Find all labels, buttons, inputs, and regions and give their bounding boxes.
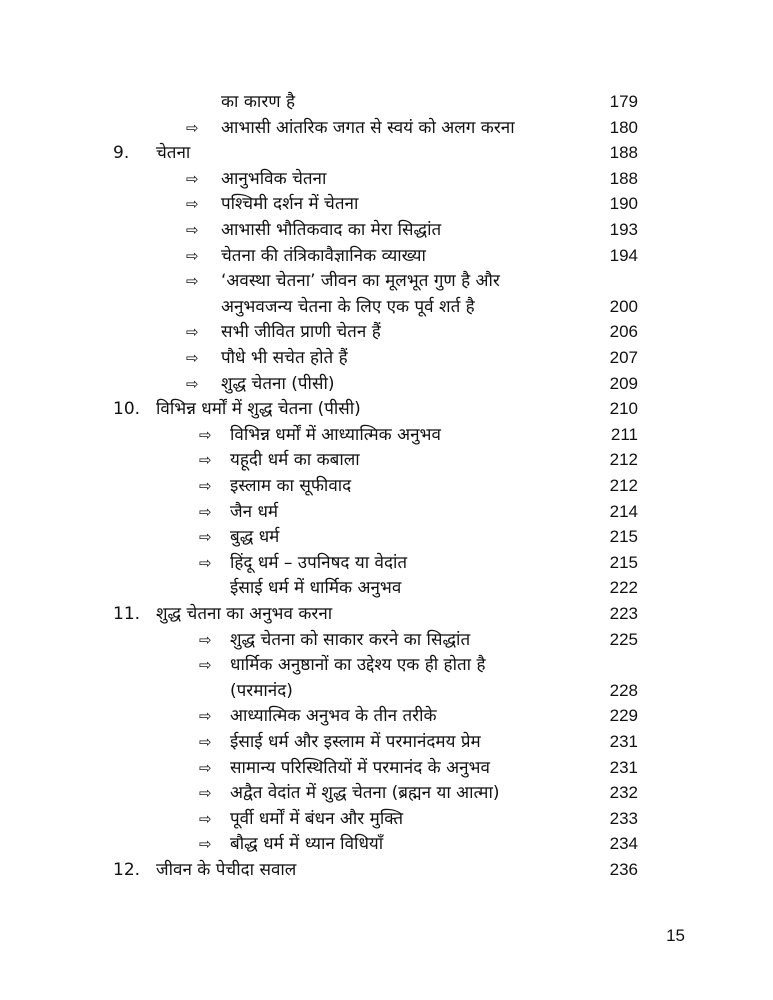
entry-title: शुद्ध चेतना को साकार करने का सिद्धांत xyxy=(230,629,471,650)
entry-page-number: 179 xyxy=(609,92,638,111)
toc-entry xyxy=(0,627,773,653)
entry-title: पौधे भी सचेत होते हैं xyxy=(221,348,348,368)
arrow-right-icon: ⇨ xyxy=(186,246,199,265)
entry-page-number: 223 xyxy=(609,604,638,623)
entry-page-number: 212 xyxy=(609,450,638,470)
entry-title: आभासी आंतरिक जगत से स्वयं को अलग करना xyxy=(221,117,515,138)
entry-title: का कारण है xyxy=(221,92,295,112)
toc-entry xyxy=(0,115,773,141)
toc-entry xyxy=(0,831,773,857)
entry-title: धार्मिक अनुष्ठानों का उद्देश्य एक ही होता है xyxy=(230,655,486,676)
arrow-right-icon: ⇨ xyxy=(199,707,212,726)
entry-page-number: 236 xyxy=(609,860,638,879)
toc-entry xyxy=(0,422,773,448)
entry-title: (परमानंद) xyxy=(230,680,293,701)
arrow-right-icon: ⇨ xyxy=(199,425,212,444)
entry-page-number: 233 xyxy=(609,808,638,828)
toc-entry xyxy=(0,678,773,704)
entry-title: आध्यात्मिक अनुभव के तीन तरीके xyxy=(230,706,437,727)
entry-title: पूर्वी धर्मों में बंधन और मुक्ति xyxy=(230,808,404,829)
entry-title: शुद्ध चेतना का अनुभव करना xyxy=(156,604,333,624)
entry-page-number: 232 xyxy=(609,783,638,803)
arrow-right-icon: ⇨ xyxy=(199,758,212,777)
entry-page-number: 180 xyxy=(609,117,638,137)
entry-page-number: 212 xyxy=(609,476,638,495)
arrow-right-icon: ⇨ xyxy=(199,733,212,751)
toc-entry xyxy=(0,191,773,217)
toc-chapter-entry xyxy=(0,396,773,422)
entry-title: ईसाई धर्म और इस्लाम में परमानंदमय प्रेम xyxy=(230,732,481,752)
entry-title: बौद्ध धर्म में ध्यान विधियाँ xyxy=(230,834,384,855)
arrow-right-icon: ⇨ xyxy=(199,477,212,495)
toc-entry xyxy=(0,447,773,473)
toc-chapter-entry xyxy=(0,601,773,627)
entry-title: अद्वैत वेदांत में शुद्ध चेतना (ब्रह्मन या आत्मा) xyxy=(230,783,500,804)
entry-title: चेतना की तंत्रिकावैज्ञानिक व्याख्या xyxy=(221,245,426,266)
toc-entry xyxy=(0,806,773,832)
toc-entry xyxy=(0,575,773,601)
entry-page-number: 209 xyxy=(609,373,638,393)
arrow-right-icon: ⇨ xyxy=(186,118,199,137)
toc-entry xyxy=(0,294,773,320)
entry-page-number: 231 xyxy=(609,757,638,777)
entry-title: ‘अवस्था चेतना’ जीवन का मूलभूत गुण है और xyxy=(221,271,500,292)
entry-page-number: 210 xyxy=(609,399,638,419)
entry-title: विभिन्न धर्मों में शुद्ध चेतना (पीसी) xyxy=(156,399,361,420)
entry-title: ईसाई धर्म में धार्मिक अनुभव xyxy=(230,578,402,599)
entry-title: यहूदी धर्म का कबाला xyxy=(230,450,360,471)
toc-entry xyxy=(0,780,773,806)
entry-page-number: 214 xyxy=(609,501,638,521)
toc-entry xyxy=(0,524,773,550)
toc-entry xyxy=(0,268,773,294)
arrow-right-icon: ⇨ xyxy=(199,553,212,572)
arrow-right-icon: ⇨ xyxy=(186,169,199,188)
entry-title: विभिन्न धर्मों में आध्यात्मिक अनुभव xyxy=(230,424,441,445)
entry-page-number: 188 xyxy=(609,168,638,188)
page-number: 15 xyxy=(666,926,685,945)
entry-title: आभासी भौतिकवाद का मेरा सिद्धांत xyxy=(221,220,442,240)
toc-entry xyxy=(0,319,773,345)
arrow-right-icon: ⇨ xyxy=(186,323,199,342)
arrow-right-icon: ⇨ xyxy=(186,195,199,214)
arrow-right-icon: ⇨ xyxy=(199,630,212,649)
toc-entry xyxy=(0,550,773,576)
toc-entry xyxy=(0,345,773,371)
chapter-number: 11. xyxy=(113,604,141,624)
entry-title: अनुभवजन्य चेतना के लिए एक पूर्व शर्त है xyxy=(221,296,475,317)
arrow-right-icon: ⇨ xyxy=(199,528,212,547)
toc-chapter-entry xyxy=(0,857,773,883)
chapter-number: 10. xyxy=(113,399,141,420)
arrow-right-icon: ⇨ xyxy=(199,835,212,854)
toc-entry xyxy=(0,703,773,729)
entry-page-number: 215 xyxy=(609,552,638,572)
entry-title: आनुभविक चेतना xyxy=(221,168,327,189)
arrow-right-icon: ⇨ xyxy=(199,809,212,828)
entry-page-number: 207 xyxy=(609,348,638,367)
chapter-number: 9. xyxy=(113,143,130,164)
entry-title: बुद्ध धर्म xyxy=(230,527,280,548)
arrow-right-icon: ⇨ xyxy=(186,272,199,291)
toc-entry xyxy=(0,499,773,525)
entry-title: चेतना xyxy=(156,143,191,164)
arrow-right-icon: ⇨ xyxy=(199,656,212,675)
entry-title: सामान्य परिस्थितियों में परमानंद के अनुभव xyxy=(230,757,490,778)
arrow-right-icon: ⇨ xyxy=(199,784,212,803)
entry-page-number: 228 xyxy=(609,680,638,700)
arrow-right-icon: ⇨ xyxy=(186,374,199,393)
entry-title: इस्लाम का सूफीवाद xyxy=(230,476,352,496)
toc-entry xyxy=(0,473,773,499)
toc-entry xyxy=(0,166,773,192)
entry-page-number: 190 xyxy=(609,194,638,214)
arrow-right-icon: ⇨ xyxy=(199,451,212,470)
toc-entry xyxy=(0,652,773,678)
entry-page-number: 193 xyxy=(609,220,638,239)
toc-chapter-entry xyxy=(0,140,773,166)
toc-entry xyxy=(0,243,773,269)
entry-title: सभी जीवित प्राणी चेतन हैं xyxy=(221,322,381,343)
entry-page-number: 194 xyxy=(609,245,638,265)
arrow-right-icon: ⇨ xyxy=(199,502,212,521)
toc-entry xyxy=(0,371,773,397)
entry-title: शुद्ध चेतना (पीसी) xyxy=(221,373,335,394)
arrow-right-icon: ⇨ xyxy=(186,221,199,239)
entry-title: हिंदू धर्म – उपनिषद या वेदांत xyxy=(230,552,408,573)
entry-title: पश्चिमी दर्शन में चेतना xyxy=(221,194,359,215)
entry-page-number: 234 xyxy=(609,834,638,854)
entry-page-number: 231 xyxy=(609,732,638,751)
entry-title: जीवन के पेचीदा सवाल xyxy=(156,860,297,880)
entry-page-number: 222 xyxy=(609,578,638,598)
toc-entry xyxy=(0,729,773,755)
entry-page-number: 225 xyxy=(609,629,638,649)
chapter-number: 12. xyxy=(113,860,141,880)
arrow-right-icon: ⇨ xyxy=(186,349,199,367)
entry-title: जैन धर्म xyxy=(230,501,279,522)
entry-page-number: 215 xyxy=(609,527,638,547)
toc-entry xyxy=(0,755,773,781)
entry-page-number: 211 xyxy=(610,424,638,444)
entry-page-number: 188 xyxy=(609,143,638,163)
entry-page-number: 229 xyxy=(609,706,638,726)
entry-page-number: 206 xyxy=(609,322,638,342)
toc-entry xyxy=(0,217,773,243)
entry-page-number: 200 xyxy=(609,296,638,316)
toc-entry xyxy=(0,89,773,115)
